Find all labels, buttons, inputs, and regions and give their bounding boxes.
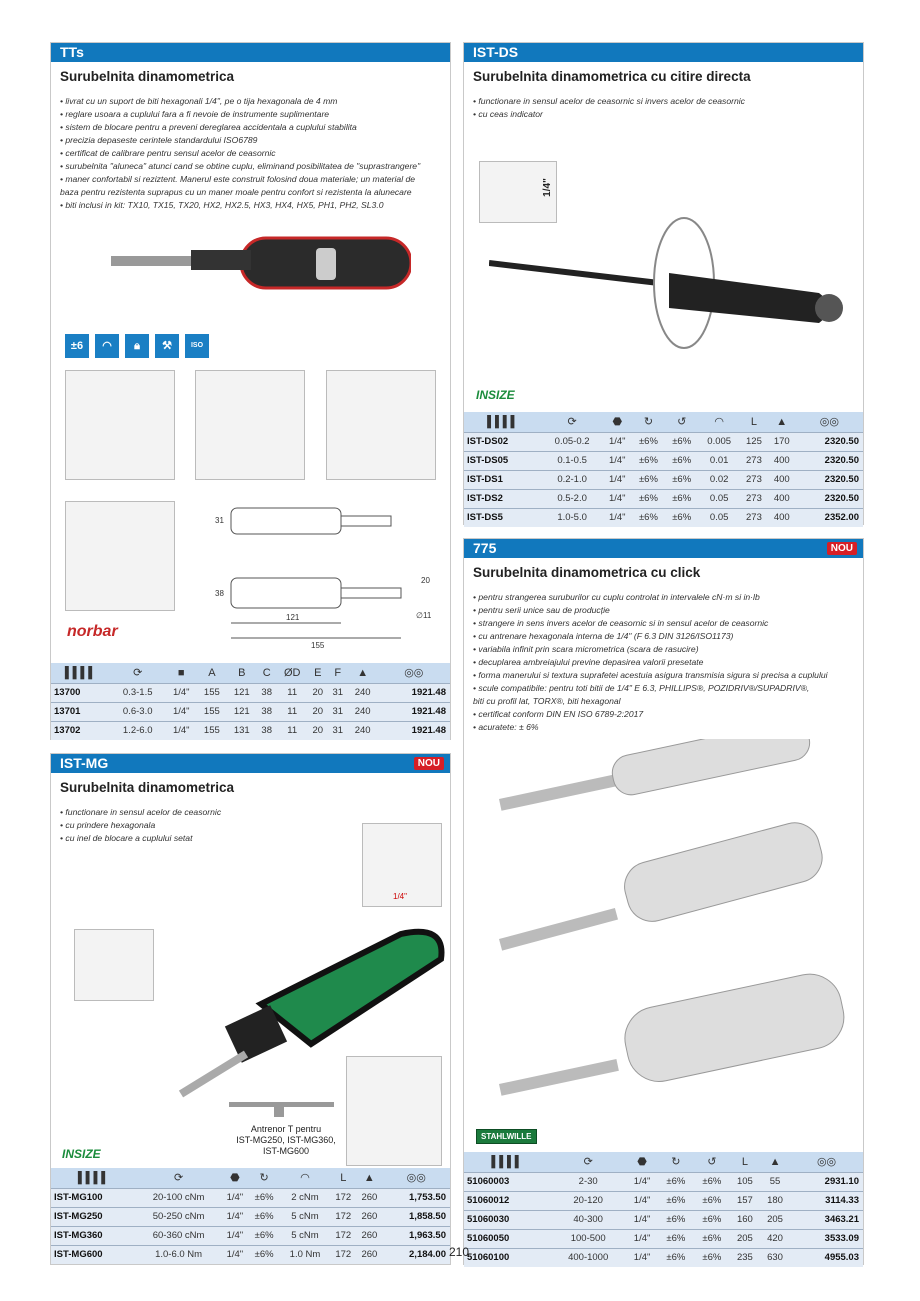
t-handle-caption: Antrenor T pentru IST-MG250, IST-MG360, IST-MG600 <box>236 1124 336 1156</box>
column-header: ↻ <box>249 1168 280 1188</box>
cell: 20-120 <box>550 1191 626 1210</box>
article-code: IST-DS5 <box>464 508 542 527</box>
table-header-row <box>464 412 863 432</box>
cell: ±6% <box>694 1248 730 1267</box>
cell: 172 <box>330 1188 356 1207</box>
cell: 0.1-0.5 <box>542 451 603 470</box>
hex-socket-inset: 1/4" <box>479 161 557 223</box>
article-code: 51060030 <box>464 1210 550 1229</box>
cell: 121 <box>227 702 257 721</box>
article-code: IST-DS02 <box>464 432 542 451</box>
bullet-item: • functionare in sensul acelor de ceasornic <box>60 807 222 817</box>
cell: 0.05-0.2 <box>542 432 603 451</box>
bullet-item: • reglare usoara a cuplului fara a fi nevoie de instrumente suplimentare <box>60 109 330 119</box>
svg-text:20: 20 <box>421 576 430 585</box>
table-row <box>464 1191 863 1210</box>
cell: 1/4" <box>603 508 632 527</box>
cell: 1.0-5.0 <box>542 508 603 527</box>
bullet-item: • cu inel de blocare a cuplului setat <box>60 833 193 843</box>
weight-icon: ▲ <box>760 1152 790 1172</box>
bullet-item: • forma manerului si textura suprafetei acestuia asigura transmisia sigura si precisa a cuplului <box>473 670 828 680</box>
section-header <box>464 43 863 62</box>
dial-icon: ◜◝ <box>280 1168 330 1188</box>
table-header-row <box>51 663 450 683</box>
table-row <box>51 702 450 721</box>
price: 2320.50 <box>796 432 863 451</box>
cell: 157 <box>730 1191 760 1210</box>
t-handle-photo <box>346 1056 442 1166</box>
column-header: ØD <box>277 663 308 683</box>
cell: 273 <box>740 508 768 527</box>
article-code: 13702 <box>51 721 110 740</box>
barcode-icon: ▌▌▌▌ <box>464 1152 550 1172</box>
cell: 5 cNm <box>280 1226 330 1245</box>
cell: 205 <box>730 1229 760 1248</box>
torque-icon: ⟳ <box>542 412 603 432</box>
article-code: 13701 <box>51 702 110 721</box>
cell: 1/4" <box>166 683 197 702</box>
iso-icon: ISO <box>185 334 209 358</box>
weight-icon: ▲ <box>348 663 378 683</box>
cell: ±6% <box>665 489 698 508</box>
wrench-icon: ⚒ <box>155 334 179 358</box>
cell: ±6% <box>694 1210 730 1229</box>
section-header <box>464 539 863 558</box>
cell: 172 <box>330 1226 356 1245</box>
cell: 172 <box>330 1245 356 1264</box>
column-header: L <box>740 412 768 432</box>
cell: 155 <box>197 702 227 721</box>
cell: 1/4" <box>626 1210 658 1229</box>
price: 2320.50 <box>796 489 863 508</box>
cell: 1/4" <box>626 1172 658 1191</box>
price-icon: ◎◎ <box>796 412 863 432</box>
column-header: ↻ <box>632 412 665 432</box>
cell: ±6% <box>632 489 665 508</box>
article-code: 51060012 <box>464 1191 550 1210</box>
cell: 31 <box>328 702 348 721</box>
section-code: IST-DS <box>473 44 519 60</box>
cell: 100-500 <box>550 1229 626 1248</box>
tts-section <box>50 42 451 740</box>
cell: ±6% <box>658 1191 694 1210</box>
cell: 260 <box>356 1207 382 1226</box>
price: 1,753.50 <box>382 1188 450 1207</box>
click-screwdriver-medium <box>499 817 828 950</box>
bullet-item: • functionare in sensul acelor de ceasornic si invers acelor de ceasornic <box>473 96 745 106</box>
article-code: 51060003 <box>464 1172 550 1191</box>
price-icon: ◎◎ <box>378 663 450 683</box>
price: 2,184.00 <box>382 1245 450 1264</box>
cell: 172 <box>330 1207 356 1226</box>
cell: 1.2-6.0 <box>110 721 166 740</box>
section-header <box>51 754 450 773</box>
cell: 1/4" <box>626 1248 658 1267</box>
column-header: ⬣ <box>603 412 632 432</box>
cell: 273 <box>740 451 768 470</box>
cell: ±6% <box>694 1229 730 1248</box>
cell: 31 <box>328 683 348 702</box>
cell: 125 <box>740 432 768 451</box>
cell: 38 <box>257 721 277 740</box>
bullet-item: • variabila infinit prin scara micrometrica (scara de rasucire) <box>473 644 699 654</box>
section-code: 775 <box>473 540 497 556</box>
cell: 1/4" <box>603 489 632 508</box>
price: 1921.48 <box>378 721 450 740</box>
table-row <box>464 1210 863 1229</box>
article-code: IST-MG250 <box>51 1207 136 1226</box>
bullet-list <box>473 591 863 734</box>
price: 2320.50 <box>796 451 863 470</box>
click-screwdriver-large <box>499 968 850 1095</box>
cell: ±6% <box>665 470 698 489</box>
torque-icon: ⟳ <box>110 663 166 683</box>
bullet-item: baza pentru rezistenta suprapus cu un maner moale pentru confort si rezistenta la alunecare <box>60 187 412 197</box>
cell: ±6% <box>694 1172 730 1191</box>
cell: 1/4" <box>626 1191 658 1210</box>
price: 2352.00 <box>796 508 863 527</box>
ist-ds-section <box>463 42 864 525</box>
table-row <box>464 1248 863 1267</box>
cell: ±6% <box>658 1172 694 1191</box>
stahlwille-logo: STAHLWILLE <box>476 1129 537 1144</box>
cell: 273 <box>740 489 768 508</box>
bullet-item: • pentru serii unice sau de producție <box>473 605 610 615</box>
price: 3114.33 <box>790 1191 863 1210</box>
table-row <box>464 508 863 527</box>
cell: 400 <box>768 489 796 508</box>
cell: ±6% <box>249 1207 280 1226</box>
cell: 20 <box>308 702 328 721</box>
775-section <box>463 538 864 1265</box>
cell: ±6% <box>665 432 698 451</box>
cell: 1/4" <box>166 702 197 721</box>
cell: 60-360 cNm <box>136 1226 221 1245</box>
section-title: Surubelnita dinamometrica cu citire directa <box>473 69 751 84</box>
cell: 0.3-1.5 <box>110 683 166 702</box>
bullet-item: • pentru strangerea suruburilor cu cuplu controlat in intervalele cN·m si in·lb <box>473 592 760 602</box>
cell: 273 <box>740 470 768 489</box>
product-photo-2 <box>195 370 305 480</box>
cell: 1/4" <box>603 451 632 470</box>
cell: ±6% <box>658 1229 694 1248</box>
column-header: ⬣ <box>626 1152 658 1172</box>
bullet-list <box>473 95 863 121</box>
cell: ±6% <box>694 1191 730 1210</box>
article-code: IST-MG600 <box>51 1245 136 1264</box>
cell: 0.01 <box>698 451 740 470</box>
price: 4955.03 <box>790 1248 863 1267</box>
bit-set-photo <box>65 501 175 611</box>
cell: 260 <box>356 1188 382 1207</box>
article-code: IST-DS1 <box>464 470 542 489</box>
article-code: 51060050 <box>464 1229 550 1248</box>
section-title: Surubelnita dinamometrica cu click <box>473 565 701 580</box>
dial-screwdriver-image <box>489 213 859 363</box>
table-header-row <box>464 1152 863 1172</box>
cell: 0.02 <box>698 470 740 489</box>
cell: 160 <box>730 1210 760 1229</box>
bullet-item: • scule compatibile: pentru toti bitii de 1/4" E 6.3, PHILLIPS®, POZIDRIV®/SUPADRIV®, <box>473 683 810 693</box>
cell: 0.05 <box>698 489 740 508</box>
cell: 400 <box>768 451 796 470</box>
price-icon: ◎◎ <box>790 1152 863 1172</box>
article-code: 51060100 <box>464 1248 550 1267</box>
cell: ±6% <box>249 1226 280 1245</box>
product-photo-3 <box>326 370 436 480</box>
barcode-icon: ▌▌▌▌ <box>51 663 110 683</box>
cell: 1/4" <box>166 721 197 740</box>
column-header: B <box>227 663 257 683</box>
bullet-item: • certificat de calibrare pentru sensul acelor de ceasornic <box>60 148 276 158</box>
section-title: Surubelnita dinamometrica <box>60 69 235 84</box>
article-code: IST-MG100 <box>51 1188 136 1207</box>
hex-socket-inset: 1/4" <box>362 823 442 907</box>
norbar-logo: norbar <box>67 623 118 640</box>
cell: 1/4" <box>221 1245 248 1264</box>
cell: 0.5-2.0 <box>542 489 603 508</box>
price: 2320.50 <box>796 470 863 489</box>
ist-mg-section <box>50 753 451 1265</box>
price: 1921.48 <box>378 702 450 721</box>
cell: 155 <box>197 721 227 740</box>
svg-text:38: 38 <box>215 589 224 598</box>
cell: 2-30 <box>550 1172 626 1191</box>
table-row <box>51 1226 450 1245</box>
cell: 31 <box>328 721 348 740</box>
bullet-item: • certificat conform DIN EN ISO 6789-2:2017 <box>473 709 644 719</box>
bullet-item: • biti inclusi in kit: TX10, TX15, TX20, HX2, HX2.5, HX3, HX4, HX5, PH1, PH2, SL3.0 <box>60 200 384 210</box>
svg-text:155: 155 <box>311 641 325 650</box>
cell: 0.6-3.0 <box>110 702 166 721</box>
cell: ±6% <box>665 508 698 527</box>
cell: 121 <box>227 683 257 702</box>
price: 2931.10 <box>790 1172 863 1191</box>
cell: 400 <box>768 508 796 527</box>
price-icon: ◎◎ <box>382 1168 450 1188</box>
cell: 11 <box>277 721 308 740</box>
cell: 131 <box>227 721 257 740</box>
table-row <box>464 432 863 451</box>
section-code: IST-MG <box>60 755 109 771</box>
cell: 20 <box>308 721 328 740</box>
insize-logo: INSIZE <box>476 388 515 402</box>
bullet-item: • cu prindere hexagonala <box>60 820 156 830</box>
cell: 0.2-1.0 <box>542 470 603 489</box>
table-row <box>464 489 863 508</box>
svg-text:31: 31 <box>215 516 224 525</box>
weight-icon: ▲ <box>768 412 796 432</box>
click-screwdriver-small <box>499 739 813 811</box>
column-header: F <box>328 663 348 683</box>
new-badge: NOU <box>414 757 444 770</box>
table-row <box>51 1188 450 1207</box>
ist-mg-spec-table <box>51 1168 450 1264</box>
cell: 235 <box>730 1248 760 1267</box>
cell: 1/4" <box>603 470 632 489</box>
table-header-row <box>51 1168 450 1188</box>
cell: ±6% <box>249 1188 280 1207</box>
cell: ±6% <box>632 451 665 470</box>
cell: 20-100 cNm <box>136 1188 221 1207</box>
section-title: Surubelnita dinamometrica <box>60 780 235 795</box>
bullet-list <box>60 95 450 212</box>
cell: ±6% <box>632 470 665 489</box>
article-code: IST-DS05 <box>464 451 542 470</box>
cell: ±6% <box>658 1210 694 1229</box>
cell: 11 <box>277 702 308 721</box>
table-row <box>464 1229 863 1248</box>
cell: 240 <box>348 683 378 702</box>
cell: 40-300 <box>550 1210 626 1229</box>
cell: 1/4" <box>221 1207 248 1226</box>
cell: 155 <box>197 683 227 702</box>
cell: 1/4" <box>603 432 632 451</box>
cell: 1/4" <box>221 1188 248 1207</box>
cell: ±6% <box>632 432 665 451</box>
barcode-icon: ▌▌▌▌ <box>464 412 542 432</box>
column-header: ⬣ <box>221 1168 248 1188</box>
bullet-item: • maner confortabil si reziztent. Manerul este construit folosind doua materiale; un material de <box>60 174 416 184</box>
product-photo-1 <box>65 370 175 480</box>
dimension-drawing <box>191 498 441 658</box>
bullet-item: biti cu profil lat, TORX®, biti hexagonal <box>473 696 621 706</box>
price: 3533.09 <box>790 1229 863 1248</box>
cell: 55 <box>760 1172 790 1191</box>
cell: 260 <box>356 1245 382 1264</box>
tts-spec-table <box>51 663 450 740</box>
new-badge: NOU <box>827 542 857 555</box>
section-code: TTs <box>60 44 84 60</box>
click-screwdriver-images <box>489 739 859 1119</box>
cell: 400-1000 <box>550 1248 626 1267</box>
article-code: IST-MG360 <box>51 1226 136 1245</box>
price: 1,963.50 <box>382 1226 450 1245</box>
cell: 205 <box>760 1210 790 1229</box>
article-code: IST-DS2 <box>464 489 542 508</box>
t-handle-image <box>229 1097 339 1117</box>
cell: 240 <box>348 721 378 740</box>
barcode-icon: ▌▌▌▌ <box>51 1168 136 1188</box>
cell: 0.05 <box>698 508 740 527</box>
table-row <box>51 1207 450 1226</box>
column-header: C <box>257 663 277 683</box>
svg-text:121: 121 <box>286 613 300 622</box>
price: 1921.48 <box>378 683 450 702</box>
section-header <box>51 43 450 62</box>
cell: 630 <box>760 1248 790 1267</box>
cell: ±6% <box>249 1245 280 1264</box>
bullet-item: • cu ceas indicator <box>473 109 543 119</box>
cell: ±6% <box>658 1248 694 1267</box>
page-number: 210 <box>449 1245 470 1259</box>
cell: 1.0 Nm <box>280 1245 330 1264</box>
column-header: ↺ <box>665 412 698 432</box>
screwdriver-image <box>101 218 411 308</box>
cell: 20 <box>308 683 328 702</box>
cell: 11 <box>277 683 308 702</box>
table-row <box>464 470 863 489</box>
cell: ±6% <box>665 451 698 470</box>
bullet-item: • acuratete: ± 6% <box>473 722 539 732</box>
column-header: L <box>730 1152 760 1172</box>
insize-logo: INSIZE <box>62 1147 101 1161</box>
cell: 170 <box>768 432 796 451</box>
column-header: ↻ <box>658 1152 694 1172</box>
lock-icon: 🔒︎ <box>125 334 149 358</box>
cell: 1.0-6.0 Nm <box>136 1245 221 1264</box>
accuracy-icon: ±6 <box>65 334 89 358</box>
cell: 1/4" <box>626 1229 658 1248</box>
bullet-item: • surubelnita "aluneca" atunci cand se obtine cuplu, eliminand posibilitatea de "suprastrangere" <box>60 161 421 171</box>
cell: 2 cNm <box>280 1188 330 1207</box>
dial-icon: ◜◝ <box>698 412 740 432</box>
weight-icon: ▲ <box>356 1168 382 1188</box>
table-row <box>51 683 450 702</box>
table-row <box>51 721 450 740</box>
bullet-item: • strangere in sens invers acelor de ceasornic si in sensul acelor de ceasornic <box>473 618 769 628</box>
cell: 0.005 <box>698 432 740 451</box>
cell: ±6% <box>632 508 665 527</box>
bullet-item: • decuplarea ambreiajului previne depasirea valorii presetate <box>473 657 704 667</box>
bullet-item: • cu antrenare hexagonala interna de 1/4" (F 6.3 DIN 3126/ISO1173) <box>473 631 734 641</box>
cell: 38 <box>257 702 277 721</box>
column-header: A <box>197 663 227 683</box>
cell: 240 <box>348 702 378 721</box>
cell: 180 <box>760 1191 790 1210</box>
bullet-item: • precizia depaseste cerintele standardului ISO6789 <box>60 135 258 145</box>
cell: 420 <box>760 1229 790 1248</box>
bullet-item: • livrat cu un suport de biti hexagonali 1/4", pe o tija hexagonala de 4 mm <box>60 96 338 106</box>
table-row <box>464 451 863 470</box>
cell: 50-250 cNm <box>136 1207 221 1226</box>
bit-holder-inset <box>74 929 154 1001</box>
column-header: L <box>330 1168 356 1188</box>
column-header: E <box>308 663 328 683</box>
gauge-icon: ◠ <box>95 334 119 358</box>
cell: 400 <box>768 470 796 489</box>
cell: 5 cNm <box>280 1207 330 1226</box>
column-header: ■ <box>166 663 197 683</box>
cell: 1/4" <box>221 1226 248 1245</box>
article-code: 13700 <box>51 683 110 702</box>
price: 3463.21 <box>790 1210 863 1229</box>
price: 1,858.50 <box>382 1207 450 1226</box>
table-row <box>51 1245 450 1264</box>
torque-icon: ⟳ <box>136 1168 221 1188</box>
table-row <box>464 1172 863 1191</box>
ist-ds-spec-table <box>464 412 863 527</box>
cell: 105 <box>730 1172 760 1191</box>
column-header: ↺ <box>694 1152 730 1172</box>
bullet-item: • sistem de blocare pentru a preveni dereglarea accidentala a cuplului stabilita <box>60 122 357 132</box>
cell: 260 <box>356 1226 382 1245</box>
torque-icon: ⟳ <box>550 1152 626 1172</box>
svg-text:∅11: ∅11 <box>416 611 432 620</box>
cell: 38 <box>257 683 277 702</box>
775-spec-table <box>464 1152 863 1267</box>
